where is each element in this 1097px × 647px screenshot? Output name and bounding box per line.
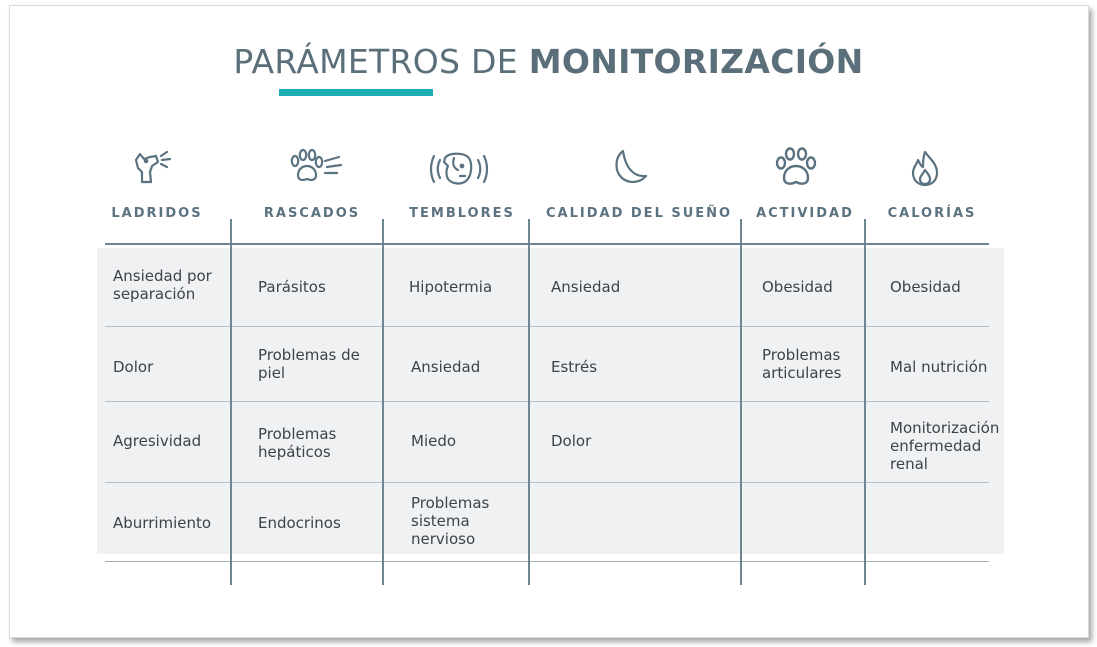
table-cell: Problemas de piel — [258, 346, 360, 382]
table-cell: Miedo — [411, 432, 457, 450]
title-light: PARÁMETROS DE — [233, 42, 529, 81]
table-cell: Parásitos — [258, 278, 326, 296]
table-cell: Ansiedad — [551, 278, 621, 296]
column-divider — [230, 219, 232, 585]
table-cell: Estrés — [551, 358, 598, 376]
scratching-paw-icon — [287, 147, 345, 187]
header-calidad-sueno: CALIDAD DEL SUEÑO — [546, 206, 733, 221]
flame-icon — [905, 148, 945, 190]
row-divider — [105, 401, 989, 402]
table-cell: Endocrinos — [258, 514, 341, 532]
header-actividad: ACTIVIDAD — [756, 206, 854, 221]
column-divider — [740, 219, 742, 585]
table-cell: Dolor — [113, 358, 154, 376]
page-title — [0, 42, 1097, 81]
column-divider — [528, 219, 530, 585]
header-calorias: CALORÍAS — [887, 206, 977, 221]
table-cell: Obesidad — [890, 278, 961, 296]
column-divider — [382, 219, 384, 585]
header-rascados: RASCADOS — [263, 206, 361, 221]
table-cell: Problemas articulares — [762, 346, 842, 382]
header-temblores: TEMBLORES — [409, 206, 515, 221]
title-bold: MONITORIZACIÓN — [528, 42, 864, 81]
column-divider — [864, 219, 866, 585]
row-divider — [105, 326, 989, 327]
table-cell: Obesidad — [762, 278, 833, 296]
moon-icon — [609, 147, 651, 189]
table-cell: Agresividad — [113, 432, 202, 450]
table-cell: Mal nutrición — [890, 358, 988, 376]
table-cell: Dolor — [551, 432, 592, 450]
table-cell: Ansiedad — [411, 358, 481, 376]
table-bottom-rule — [105, 561, 989, 562]
paw-icon — [773, 146, 819, 188]
shivering-dog-icon — [428, 148, 490, 190]
title-underline — [279, 89, 433, 96]
table-cell: Ansiedad por separación — [113, 267, 212, 303]
table-cell: Problemas sistema nervioso — [411, 494, 490, 548]
table-cell: Aburrimiento — [113, 514, 212, 532]
table-cell: Problemas hepáticos — [258, 425, 337, 461]
table-cell: Monitorización enfermedad renal — [890, 419, 1000, 473]
barking-dog-icon — [130, 148, 176, 190]
table-top-rule — [105, 243, 989, 245]
row-divider — [105, 482, 989, 483]
header-ladridos: LADRIDOS — [111, 206, 203, 221]
table-cell: Hipotermia — [409, 278, 493, 296]
